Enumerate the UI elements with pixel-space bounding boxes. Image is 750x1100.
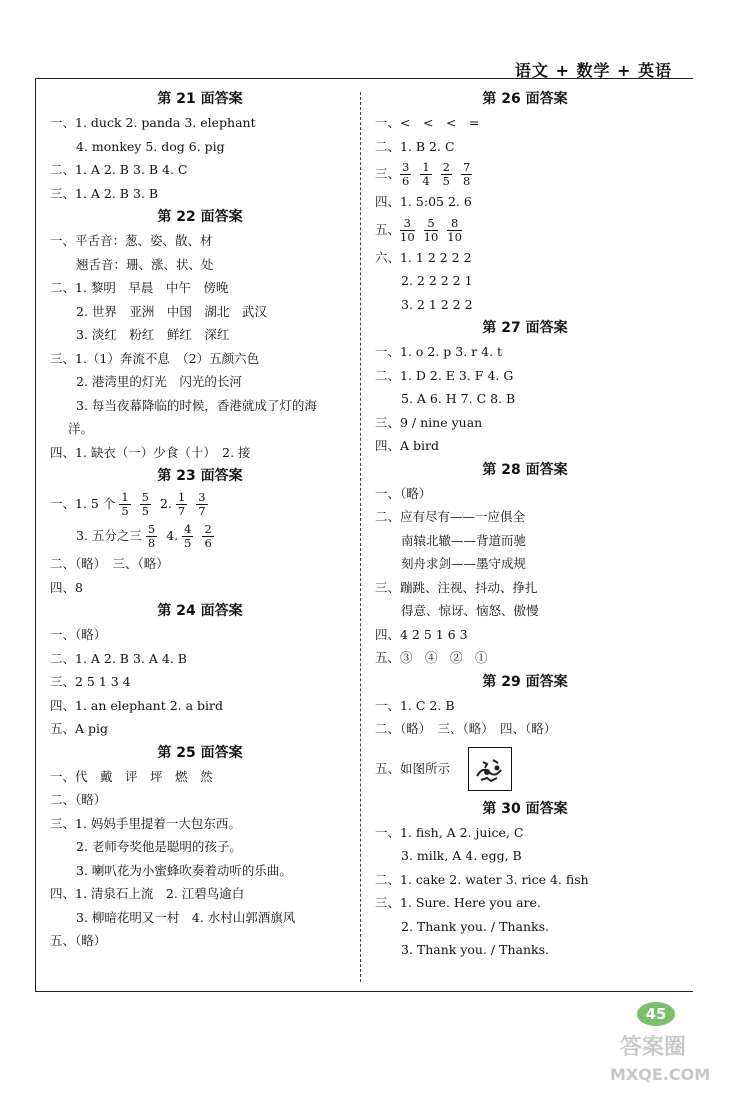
answer-text: 五、如图所示: [375, 760, 451, 776]
answer-line: 一、平舌音：葱、姿、散、材: [50, 233, 213, 248]
numerator: 5: [424, 217, 439, 231]
numerator: 1: [177, 490, 186, 504]
numerator: 1: [422, 160, 430, 174]
answer-line: 一、1. C 2. B: [375, 697, 455, 713]
answer-line: 二、1. B 2. C: [375, 138, 455, 154]
answer-line: 五、A pig: [50, 721, 109, 736]
numerator: 3: [400, 217, 415, 231]
answer-text: 五、: [375, 221, 401, 237]
numerator: 7: [463, 160, 471, 174]
denominator: 10: [423, 229, 439, 244]
answer-line: 一、1. fish, A 2. juice, C: [375, 824, 524, 840]
answer-line: 五、③ ④ ② ①: [375, 650, 488, 665]
section-title: 第 21 面答案: [157, 91, 243, 107]
answer-line: 得意、惊讶、恼怒、傲慢: [401, 603, 539, 618]
answer-line: 洋。: [68, 421, 94, 436]
answer-line: 三、1. Sure. Here you are.: [375, 895, 541, 910]
answer-line: 四、A bird: [375, 438, 439, 453]
denominator: 5: [121, 504, 129, 518]
fraction: [140, 491, 151, 518]
answer-line: 南辕北辙——背道而驰: [401, 532, 527, 548]
denominator: 6: [402, 174, 410, 188]
answer-line-fractions: [375, 158, 675, 190]
denominator: 4: [422, 174, 430, 188]
answer-line: 2. 2 2 2 2 1: [401, 273, 473, 288]
answer-line: 2. Thank you. / Thanks.: [401, 918, 549, 934]
denominator: 5: [141, 504, 149, 518]
answer-line: 四、1. an elephant 2. a bird: [50, 697, 224, 713]
watermark-url: MXQE.COM: [610, 1065, 711, 1084]
answer-line: 四、1. 清泉石上流 2. 江碧鸟逾白: [50, 886, 245, 901]
answer-line: 5. A 6. H 7. C 8. B: [401, 391, 516, 406]
answer-line: 五、（略）: [50, 933, 107, 948]
answer-line-fractions: [50, 520, 350, 552]
answer-line: 2. 老师夸奖他是聪明的孩子。: [76, 839, 242, 854]
fraction: [202, 523, 213, 550]
answer-line: 二、1. D 2. E 3. F 4. G: [375, 367, 514, 383]
answer-line: 二、应有尽有——一应俱全: [375, 509, 526, 524]
numerator: 3: [198, 490, 206, 504]
section-title: 第 27 面答案: [482, 320, 568, 336]
answer-line: 3. 淡红 粉红 鲜红 深红: [76, 327, 230, 342]
answer-text: 2.: [159, 496, 176, 511]
column-divider: [360, 92, 361, 982]
fraction: [447, 217, 462, 244]
answer-line: 3. 喇叭花为小蜜蜂吹奏着动听的乐曲。: [76, 862, 292, 878]
right-column: [375, 87, 675, 962]
answer-line: 2. 世界 亚洲 中国 湖北 武汉: [76, 303, 267, 319]
answer-line: 二、（略） 三、（略） 四、（略）: [375, 721, 557, 736]
answer-line: 三、9 / nine yuan: [375, 414, 483, 430]
answer-line: 三、蹦跳、注视、抖动、挣扎: [375, 579, 538, 595]
fraction: [441, 161, 452, 188]
section-title: 第 30 面答案: [482, 800, 568, 817]
answer-text: 3. 五分之三: [76, 528, 146, 543]
numerator: 5: [141, 490, 149, 504]
answer-line: 4. monkey 5. dog 6. pig: [76, 138, 225, 154]
answer-line: 3. 柳暗花明又一村 4. 水村山郭酒旗风: [76, 909, 296, 925]
fraction: [400, 217, 415, 244]
answer-text: 4.: [166, 528, 183, 543]
answer-line-fractions: [375, 214, 675, 246]
numerator: 4: [184, 522, 192, 536]
drawing-box-icon: [468, 747, 512, 791]
answer-line: 一、（略）: [50, 627, 107, 642]
answer-line: 二、1. A 2. B 3. B 4. C: [50, 162, 188, 177]
answer-line: 一、（略）: [375, 485, 432, 501]
fraction: [182, 523, 193, 550]
denominator: 5: [184, 536, 192, 550]
answer-line: 3. 每当夜幕降临的时候，香港就成了灯的海: [76, 397, 317, 413]
answer-line: 刻舟求剑——墨守成规: [401, 556, 527, 571]
answer-line: 一、代 戴 评 坪 燃 然: [50, 768, 213, 784]
numerator: 2: [442, 160, 450, 174]
answer-line: 四、8: [50, 579, 83, 595]
answer-line: 三、2 5 1 3 4: [50, 674, 131, 689]
answer-line: 三、1. 妈妈手里提着一大包东西。: [50, 815, 241, 831]
section-title: 第 22 面答案: [157, 209, 243, 225]
section-title: 第 29 面答案: [482, 673, 568, 690]
denominator: 8: [147, 536, 156, 550]
denominator: 6: [204, 536, 212, 550]
answer-line: 六、1. 1 2 2 2 2: [375, 249, 472, 265]
answer-line: 四、1. 5:05 2. 6: [375, 194, 472, 209]
watermark-logo: 答案圈: [620, 1035, 687, 1060]
answer-line: 3. 2 1 2 2 2: [401, 296, 473, 312]
fraction: [461, 161, 472, 188]
denominator: 10: [447, 229, 462, 244]
fraction: [400, 161, 411, 188]
answer-line: 二、1. cake 2. water 3. rice 4. fish: [375, 871, 589, 887]
answer-line: 翘舌音：珊、涨、状、处: [76, 256, 214, 272]
fraction: [146, 523, 157, 550]
numerator: 2: [204, 522, 212, 536]
numerator: 1: [121, 490, 129, 504]
answer-line: 四、1. 缺衣（一）少食（十） 2. 接: [50, 444, 251, 460]
answer-text: 一、1. 5 个: [50, 496, 120, 511]
left-column: [50, 87, 350, 953]
fraction: [196, 491, 207, 518]
answer-line: 二、1. A 2. B 3. A 4. B: [50, 650, 187, 666]
fraction: [420, 161, 431, 188]
answer-line: 三、1.（1）奔流不息 （2）五颜六色: [50, 350, 260, 366]
section-title: 第 26 面答案: [482, 91, 568, 107]
answer-line: 3. milk, A 4. egg, B: [401, 848, 522, 863]
answer-line: 一、1. o 2. p 3. r 4. t: [375, 344, 503, 359]
numerator: 8: [447, 217, 462, 231]
answer-line-fractions: [50, 488, 350, 520]
answer-line: 一、1. duck 2. panda 3. elephant: [50, 115, 256, 130]
fraction: [119, 491, 130, 518]
section-title: 第 25 面答案: [157, 744, 243, 761]
answer-line: 一、< < < =: [375, 115, 480, 130]
answer-line: 三、1. A 2. B 3. B: [50, 185, 159, 201]
answer-text: 三、: [375, 166, 401, 181]
section-title: 第 23 面答案: [157, 468, 243, 484]
answer-line: 二、1. 黎明 早晨 中午 傍晚: [50, 280, 229, 295]
denominator: 5: [442, 174, 450, 188]
denominator: 10: [400, 229, 415, 244]
answer-line: 二、（略） 三、（略）: [50, 556, 169, 571]
denominator: 7: [177, 504, 186, 518]
answer-line: 四、4 2 5 1 6 3: [375, 626, 468, 642]
denominator: 7: [198, 504, 206, 518]
page-number: 45: [637, 1002, 675, 1026]
answer-line: 2. 港湾里的灯光 闪光的长河: [76, 374, 242, 389]
answer-line: 二、（略）: [50, 792, 107, 807]
denominator: 8: [463, 174, 471, 188]
numerator: 3: [402, 160, 410, 174]
subject-header: 语文 + 数学 + 英语: [514, 61, 672, 80]
numerator: 5: [147, 522, 156, 536]
fraction: [176, 491, 187, 518]
answer-line: 3. Thank you. / Thanks.: [401, 942, 549, 957]
fraction: [424, 217, 439, 244]
section-title: 第 24 面答案: [157, 603, 243, 619]
answer-line-picture: [375, 741, 675, 797]
section-title: 第 28 面答案: [482, 461, 568, 478]
